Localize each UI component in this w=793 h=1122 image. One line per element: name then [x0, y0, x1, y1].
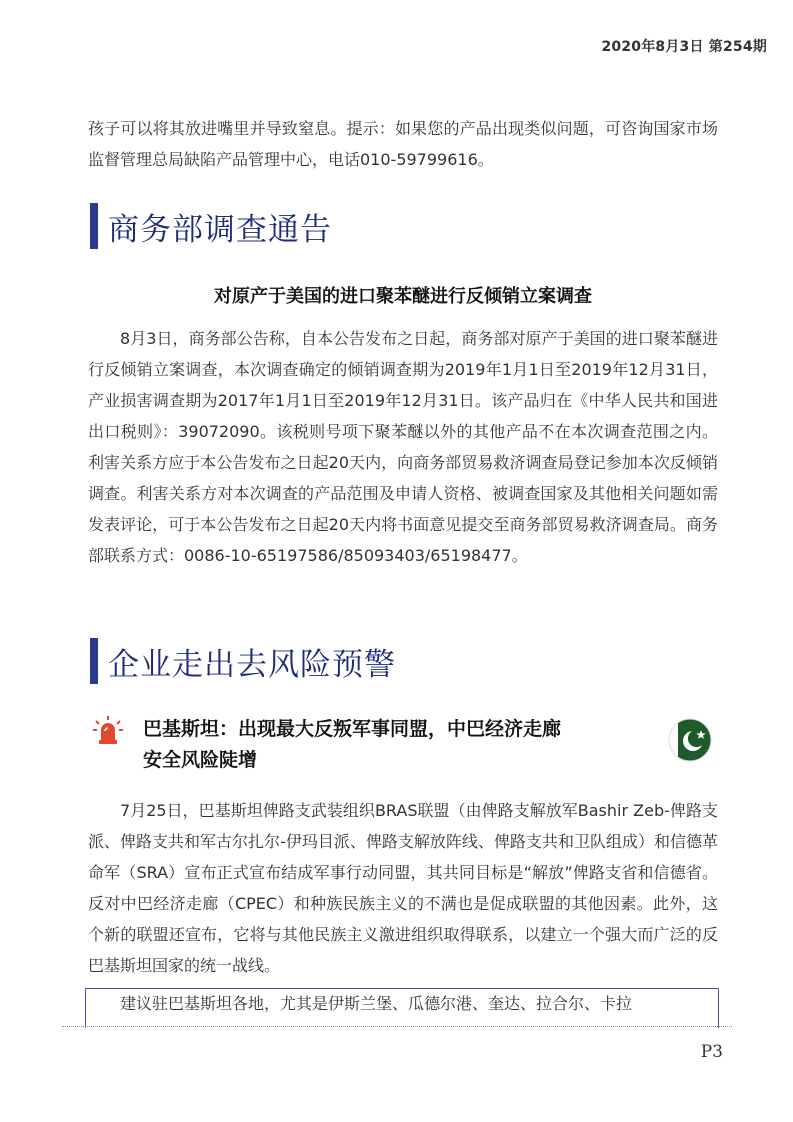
- section-heading-risk: [90, 638, 396, 684]
- article-body: 8月3日，商务部公告称，自本公告发布之日起，商务部对原产于美国的进口聚苯醚进行反倾销立案调查，本次调查确定的倾销调查期为2019年1月1日至2019年12月31日，产业损害调查期为2017年1月1日至2019年12月31日。该产品归在《中华人民共和国进出口税则》：39072090。该税则号项下聚苯醚以外的其他产品不在本次调查范围之内。利害关系方应于本公告发布之日起20天内，向商务部贸易救济调查局登记参加本次反倾销调查。利害关系方对本次调查的产品范围及申请人资格、被调查国家及其他相关问题如需发表评论，可于本公告发布之日起20天内将书面意见提交至商务部贸易救济调查局。商务部联系方式：0086-10-65197586/85093403/65198477。: [88, 329, 718, 565]
- alarm-siren-icon: [91, 713, 125, 747]
- issue-date: 2020年8月3日 第254期: [601, 39, 767, 55]
- article-title: 对原产于美国的进口聚苯醚进行反倾销立案调查: [214, 286, 592, 307]
- section-title: 商务部调查通告: [108, 211, 332, 248]
- pakistan-flag-icon: [668, 718, 712, 762]
- advice-text: 建议驻巴基斯坦各地，尤其是伊斯兰堡、瓜德尔港、奎达、拉合尔、卡拉: [120, 994, 633, 1013]
- alert-title: [143, 714, 623, 776]
- footer-divider: [62, 1026, 732, 1027]
- page-number: P3: [700, 1042, 723, 1062]
- alert-title-line1: 巴基斯坦：出现最大反叛军事同盟，中巴经济走廊: [143, 718, 562, 740]
- section-accent-bar: [90, 203, 98, 249]
- alert-body: 7月25日，巴基斯坦俾路支武装组织BRAS联盟（由俾路支解放军Bashir Zeb-俾路支派、俾路支共和军古尔扎尔-伊玛目派、俾路支解放阵线、俾路支共和卫队组成）和信德革命军（SRA）宣布正式宣布结成军事行动同盟，其共同目标是“解放”俾路支省和信德省。反对中巴经济走廊（CPEC）和种族民族主义的不满也是促成联盟的其他因素。此外，这个新的联盟还宣布，它将与其他民族主义激进组织取得联系，以建立一个强大而广泛的反巴基斯坦国家的统一战线。: [88, 801, 718, 975]
- alert-title-line2: 安全风险陡增: [143, 749, 258, 771]
- section-heading-commerce: [90, 203, 332, 249]
- intro-paragraph: 孩子可以将其放进嘴里并导致窒息。提示：如果您的产品出现类似问题，可咨询国家市场监督管理总局缺陷产品管理中心，电话010-59799616。: [88, 119, 718, 169]
- section-accent-bar: [90, 638, 98, 684]
- section-title: 企业走出去风险预警: [108, 646, 396, 683]
